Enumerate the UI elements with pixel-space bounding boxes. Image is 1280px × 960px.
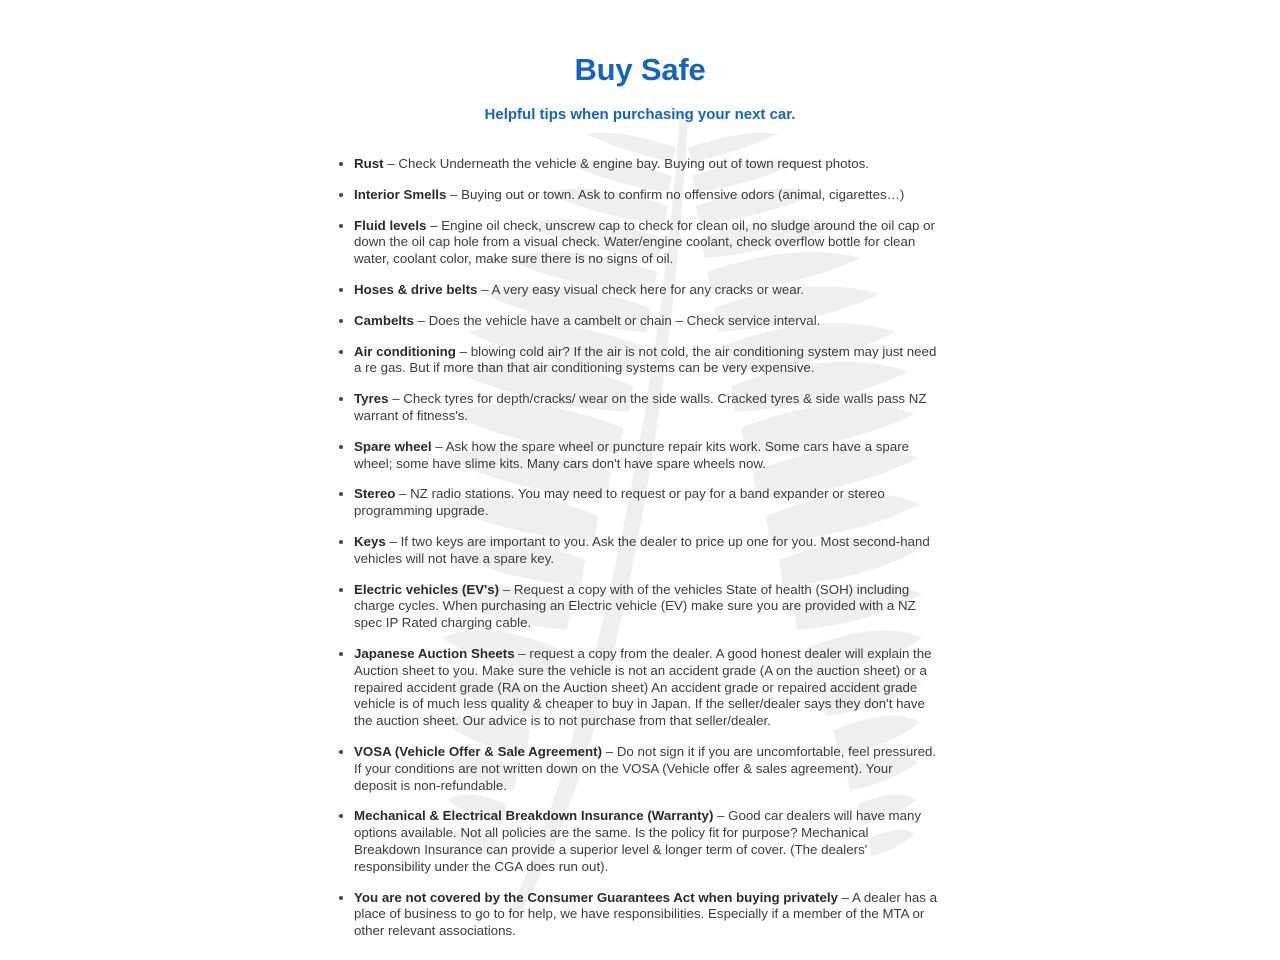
tip-text: – A dealer has a place of business to go to for help, we have responsibilities. Especially if a member of the MTA or other relevant associations. — [354, 889, 938, 939]
tips-list — [338, 156, 938, 940]
list-item — [338, 890, 938, 940]
tip-term: Spare wheel — [354, 438, 432, 454]
tip-term: Japanese Auction Sheets — [354, 645, 515, 661]
tip-term: Cambelts — [354, 312, 414, 328]
tip-term: Mechanical & Electrical Breakdown Insurance (Warranty) — [354, 808, 714, 824]
tip-text: – Buying out or town. Ask to confirm no offensive odors (animal, cigarettes…) — [446, 186, 905, 202]
list-item — [338, 313, 938, 330]
list-item — [338, 439, 938, 473]
tip-text: – Do not sign it if you are uncomfortable, feel pressured. If your conditions are not written down on the VOSA (Vehicle offer & sales agreement). Your deposit is non-refundable. — [354, 743, 937, 793]
list-item — [338, 744, 938, 794]
tip-term: VOSA (Vehicle Offer & Sale Agreement) — [354, 743, 603, 759]
tip-term: Hoses & drive belts — [354, 281, 478, 297]
tip-term: Interior Smells — [354, 186, 447, 202]
tip-term: Keys — [354, 533, 386, 549]
tip-term: Rust — [354, 156, 384, 171]
tip-text: – Request a copy with of the vehicles State of health (SOH) including charge cycles. When purchasing an Electric vehicle (EV) make sure you are provided with a NZ spec IP Rated charging cable. — [354, 581, 916, 631]
tip-term: Fluid levels — [354, 217, 427, 233]
list-item — [338, 486, 938, 520]
tip-term: Stereo — [354, 486, 396, 502]
tip-text: – Check Underneath the vehicle & engine bay. Buying out of town request photos. — [383, 156, 869, 171]
tip-term: You are not covered by the Consumer Guarantees Act when buying privately — [354, 889, 838, 905]
list-item — [338, 282, 938, 299]
page-title: Buy Safe — [574, 52, 706, 87]
tip-text: – A very easy visual check here for any cracks or wear. — [477, 281, 805, 297]
list-item — [338, 156, 938, 173]
tip-text: – Check tyres for depth/cracks/ wear on the side walls. Cracked tyres & side walls pass NZ warrant of fitness's. — [354, 391, 927, 423]
tip-term: Air conditioning — [354, 343, 456, 359]
list-item — [338, 646, 938, 730]
list-item — [338, 808, 938, 875]
list-item — [338, 218, 938, 268]
list-item — [338, 582, 938, 632]
tip-text: – request a copy from the dealer. A good honest dealer will explain the Auction sheet to you. Make sure the vehicle is not an accident grade (A on the auction sheet) or a repaired accident grade (RA on the Auction sheet) An accident grade or repaired accident grade vehicle is of much less quality & cheaper to buy in Japan. If the seller/dealer says they don't have the auction sheet. Our advice is to not purchase from that seller/dealer. — [354, 645, 932, 729]
list-item — [338, 391, 938, 425]
tip-text: – Does the vehicle have a cambelt or chain – Check service interval. — [413, 312, 821, 328]
tip-text: – If two keys are important to you. Ask the dealer to price up one for you. Most second-hand vehicles will not have a spare key. — [354, 533, 930, 566]
tip-text: – Good car dealers will have many options available. Not all policies are the same. Is the policy fit for purpose? Mechanical Breakdown Insurance can provide a superior level & longer term of cover. (The dealers' responsibility under the CGA does run out). — [354, 808, 922, 874]
tip-text: – blowing cold air? If the air is not cold, the air conditioning system may just need a re gas. But if more than that air conditioning systems can be very expensive. — [354, 343, 937, 376]
tip-term: Tyres — [354, 391, 389, 407]
list-item — [338, 187, 938, 204]
tip-text: – Engine oil check, unscrew cap to check for clean oil, no sludge around the oil cap or down the oil cap hole from a visual check. Water/engine coolant, check overflow bottle for clean water, coolant color, make sure there is no signs of oil. — [354, 217, 935, 267]
list-item — [338, 344, 938, 378]
tip-text: – Ask how the spare wheel or puncture repair kits work. Some cars have a spare wheel; some have slime kits. Many cars don't have spare wheels now. — [354, 438, 910, 471]
tip-term: Electric vehicles (EV's) — [354, 581, 500, 597]
tip-text: – NZ radio stations. You may need to request or pay for a band expander or stereo programming upgrade. — [354, 486, 885, 519]
list-item — [338, 534, 938, 568]
page-subtitle: Helpful tips when purchasing your next car. — [484, 106, 796, 123]
